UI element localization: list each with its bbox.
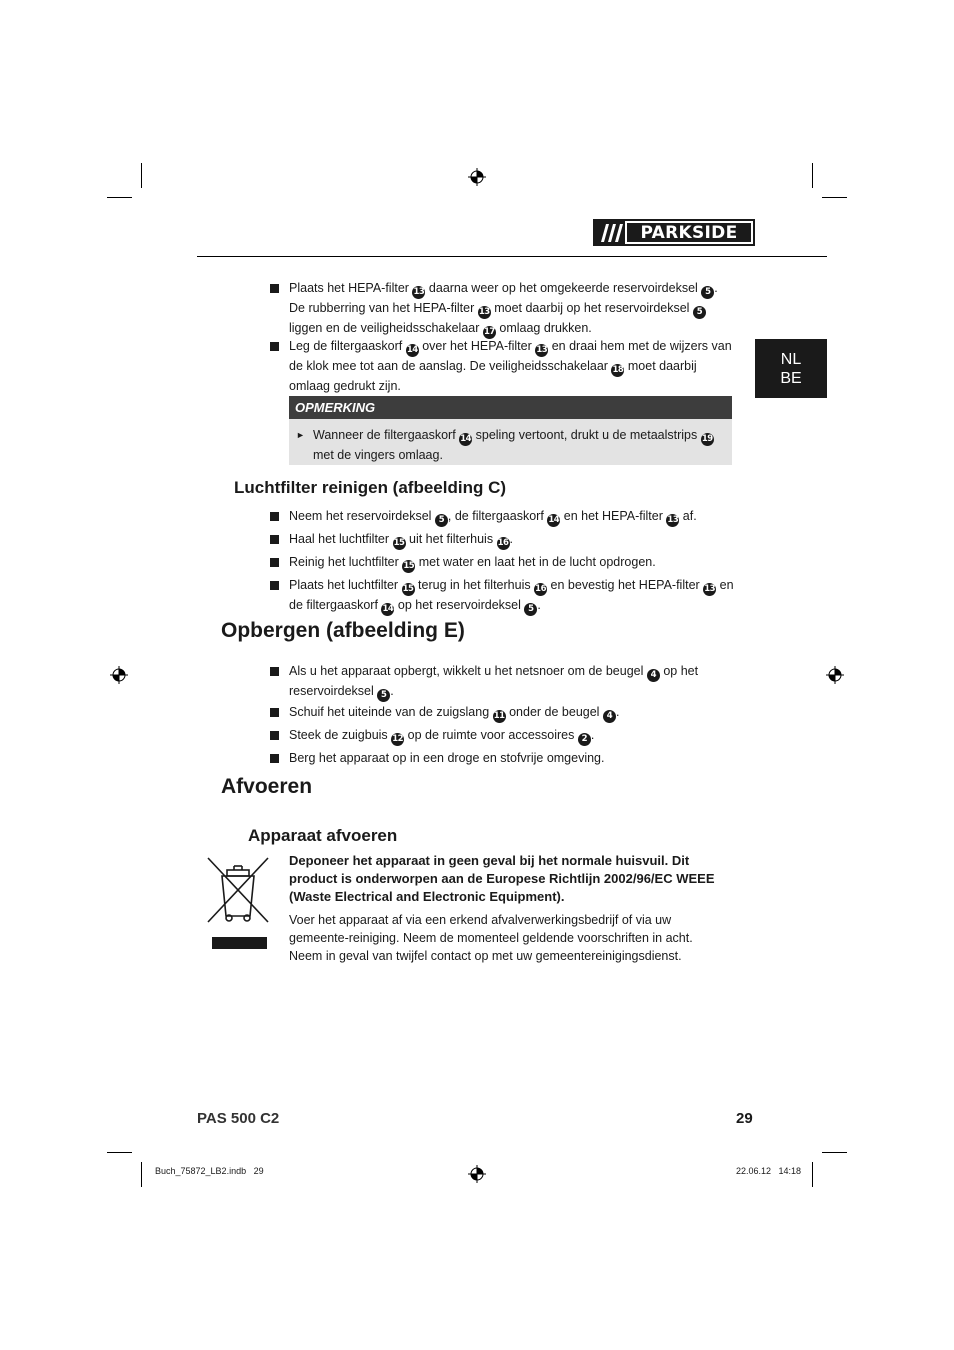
reference-number-badge: 14 <box>406 345 418 355</box>
reference-number-badge: 13 <box>478 307 490 317</box>
reference-number-badge: 2 <box>578 733 591 746</box>
subsection-heading: Apparaat afvoeren <box>248 826 398 845</box>
reference-number-badge: 16 <box>497 538 509 548</box>
reference-number-badge: 13 <box>667 515 679 525</box>
reference-number-badge: 12 <box>392 734 404 744</box>
reference-number-badge: 14 <box>548 515 560 525</box>
reference-number-badge: 17 <box>483 327 495 337</box>
bullet-square-icon <box>270 667 279 676</box>
crop-mark <box>812 1162 813 1187</box>
crop-mark <box>141 1162 142 1187</box>
reference-number-badge: 11 <box>493 711 505 721</box>
list-item: Plaats het luchtfilter 15 terug in het filterhuis 16 en bevestig het HEPA-filter 13 en de filtergaaskorf 14 op het reservoirdeksel 5 . <box>289 578 734 614</box>
reference-number-badge: 5 <box>701 286 714 299</box>
page-number: 29 <box>736 1110 753 1127</box>
reference-number-badge: 16 <box>535 584 546 594</box>
reference-number-badge: 4 <box>647 669 660 682</box>
crop-mark <box>812 163 813 188</box>
reference-number-badge: 5 <box>524 603 537 616</box>
weee-notice: Deponeer het apparaat in geen geval bij het normale huisvuil. Dit product is onderworpen aan de Europese Richtlijn 2002/96/EC WEEE (Waste Electrical and Electronic Equipment). <box>289 853 715 904</box>
list-item: Als u het apparaat opbergt, wikkelt u het netsnoer om de beugel 4 op het reservoirdeksel 5 . <box>289 664 699 700</box>
reference-number-badge: 14 <box>460 434 472 444</box>
bullet-square-icon <box>270 512 279 521</box>
language-code: BE <box>780 369 802 387</box>
reference-number-badge: 15 <box>402 584 414 594</box>
reference-number-badge: 5 <box>377 689 390 702</box>
reference-number-badge: 4 <box>603 710 616 723</box>
crop-mark <box>107 197 132 198</box>
list-item: Schuif het uiteinde van de zuigslang 11 onder de beugel 4 . <box>289 705 620 721</box>
section-heading: Opbergen (afbeelding E) <box>221 619 465 642</box>
reference-number-badge: 15 <box>403 561 415 571</box>
logo-wordmark: PARKSIDE <box>625 221 753 244</box>
note-text: Wanneer de filtergaaskorf 14 speling vertoont, drukt u de metaalstrips 19 met de vingers omlaag. <box>313 428 713 462</box>
reference-number-badge: 13 <box>413 287 425 297</box>
section-heading: Luchtfilter reinigen (afbeelding C) <box>234 478 507 497</box>
reference-number-badge: 13 <box>536 345 548 355</box>
bullet-square-icon <box>270 708 279 717</box>
language-tab <box>755 339 827 398</box>
registration-mark-icon <box>110 666 128 684</box>
bullet-square-icon <box>270 581 279 590</box>
print-slug-file: Buch_75872_LB2.indb 29 <box>155 1166 264 1176</box>
bullet-square-icon <box>270 558 279 567</box>
list-item: Leg de filtergaaskorf 14 over het HEPA-filter 13 en draai hem met de wijzers van de klok mee tot aan de aanslag. De veiligheidsschakelaar 18 moet daarbij omlaag gedrukt zijn. <box>289 339 732 393</box>
disposal-text: Voer het apparaat af via een erkend afvalverwerkingsbedrijf of via uw gemeente-reiniging. Neem de momenteel geldende voorschriften in acht. Neem in geval van twijfel contact op met uw gemeentereinigingsdienst. <box>289 913 693 963</box>
reference-number-badge: 15 <box>393 538 405 548</box>
bullet-square-icon <box>270 342 279 351</box>
crop-mark <box>107 1152 132 1153</box>
reference-number-badge: 13 <box>704 584 716 594</box>
print-slug-date: 22.06.12 14:18 <box>736 1166 802 1176</box>
section-heading: Afvoeren <box>221 775 313 798</box>
arrow-right-icon: ► <box>296 430 305 440</box>
list-item: Reinig het luchtfilter 15 met water en laat het in de lucht opdrogen. <box>289 555 656 571</box>
bullet-square-icon <box>270 754 279 763</box>
registration-mark-icon <box>468 168 486 186</box>
reference-number-badge: 14 <box>382 604 394 614</box>
registration-mark-icon <box>468 1165 486 1183</box>
reference-number-badge: 19 <box>701 434 713 444</box>
note-title: OPMERKING <box>289 396 732 419</box>
header-rule <box>197 256 827 257</box>
crop-mark <box>141 163 142 188</box>
crop-mark <box>822 197 847 198</box>
reference-number-badge: 5 <box>435 514 448 527</box>
logo-stripes-icon <box>595 221 625 244</box>
list-item: Berg het apparaat op in een droge en stofvrije omgeving. <box>289 751 605 765</box>
list-item: Neem het reservoirdeksel 5 , de filtergaaskorf 14 en het HEPA-filter 13 af. <box>289 509 697 525</box>
crop-mark <box>822 1152 847 1153</box>
model-name: PAS 500 C2 <box>197 1110 280 1127</box>
bullet-square-icon <box>270 284 279 293</box>
bullet-square-icon <box>270 731 279 740</box>
reference-number-badge: 18 <box>612 365 624 375</box>
reference-number-badge: 5 <box>693 306 706 319</box>
parkside-logo <box>593 219 755 246</box>
language-code: NL <box>780 350 802 368</box>
list-item: Plaats het HEPA-filter 13 daarna weer op het omgekeerde reservoirdeksel 5 . De rubberring van het HEPA-filter 13 moet daarbij op het reservoirdeksel 5 liggen en de veiligheidsschakelaar 17 omlaag drukken. <box>289 281 718 337</box>
weee-crossed-bin-icon <box>205 856 271 954</box>
registration-mark-icon <box>826 666 844 684</box>
bullet-square-icon <box>270 535 279 544</box>
list-item: Steek de zuigbuis 12 op de ruimte voor accessoires 2 . <box>289 728 595 744</box>
list-item: Haal het luchtfilter 15 uit het filterhuis 16. <box>289 532 514 548</box>
